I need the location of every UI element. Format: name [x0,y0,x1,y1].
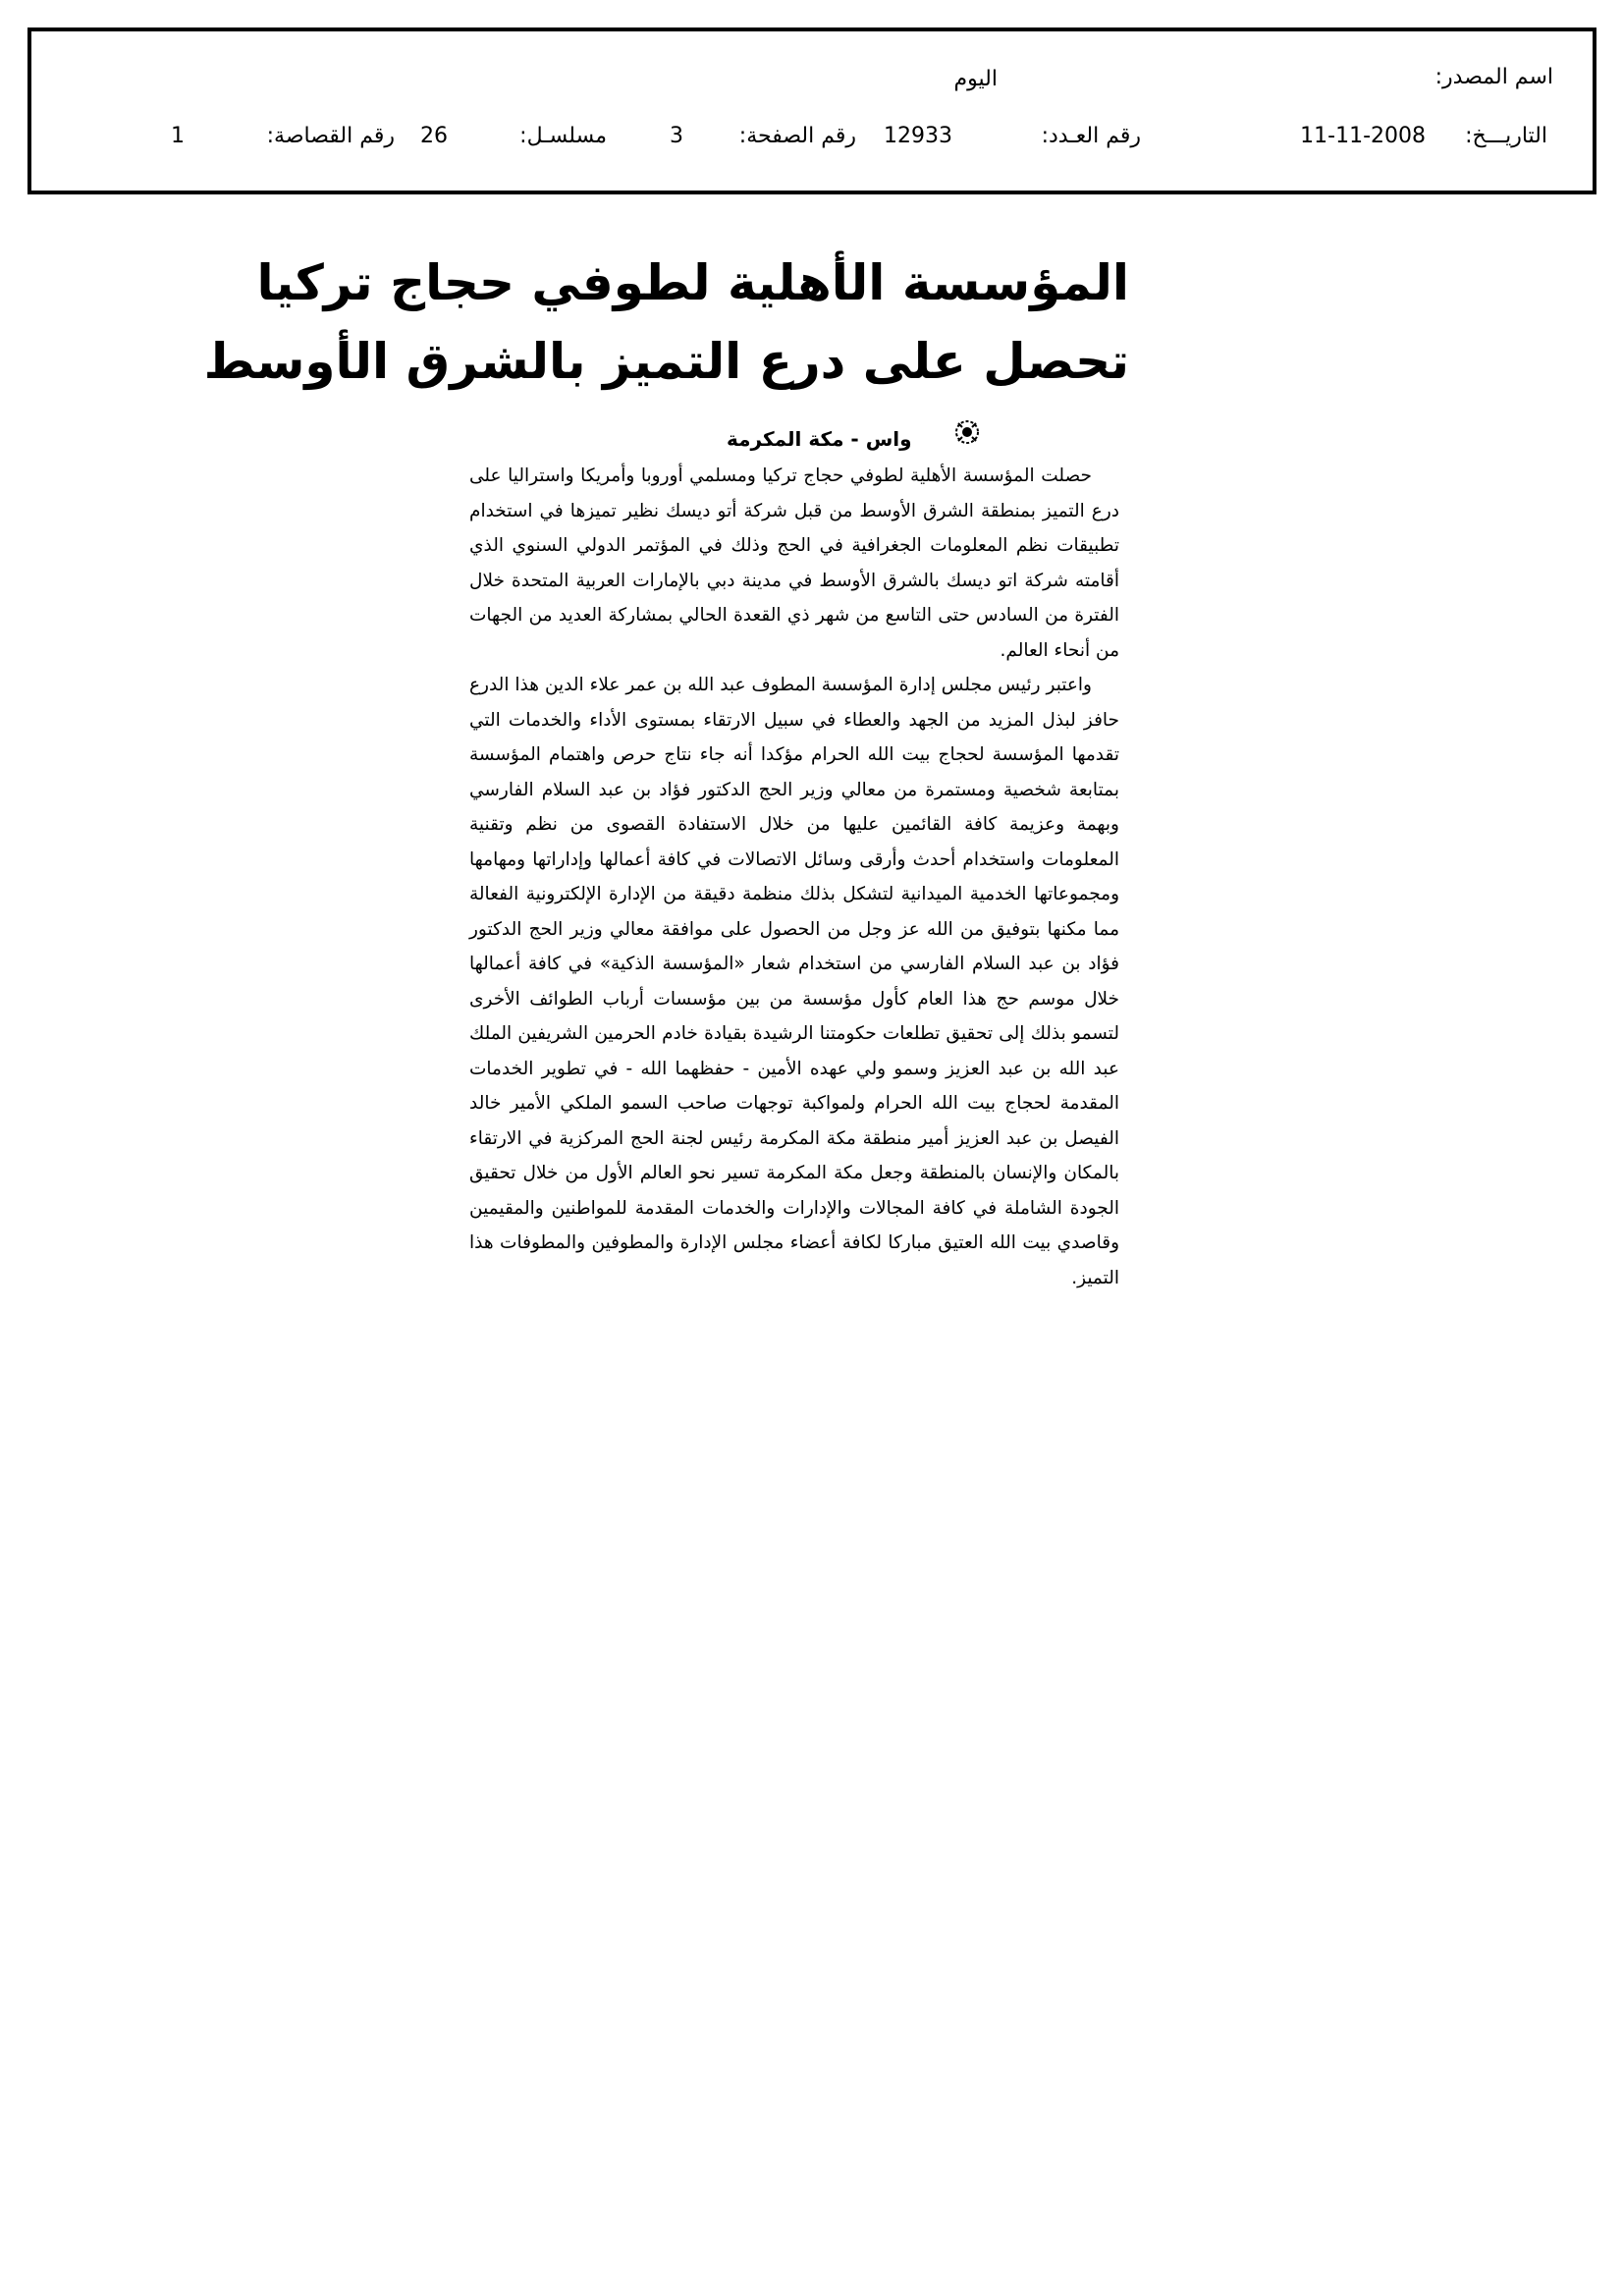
headline-line-2: تحصل على درع التميز بالشرق الأوسط [203,333,1129,390]
article-paragraph-1: حصلت المؤسسة الأهلية لطوفي حجاج تركيا ومسلمي أوروبا وأمريكا واستراليا على درع التميز بمنطقة الشرق الأوسط من قبل شركة أتو ديسك نظير تميزها في استخدام تطبيقات نظم المعلومات الجغرافية في الحج وذلك في المؤتمر الدولي السنوي الذي أقامته شركة اتو ديسك بالشرق الأوسط في مدينة دبي بالإمارات العربية المتحدة خلال الفترة من السادس حتى التاسع من شهر ذي القعدة الحالي بمشاركة العديد من الجهات من أنحاء العالم. [469,465,1119,661]
headline-line-1: المؤسسة الأهلية لطوفي حجاج تركيا [256,254,1129,311]
serial-value: 26 [420,124,448,148]
page-value: 3 [670,124,683,148]
clipping-value: 1 [171,124,185,148]
issue-value: 12933 [884,124,952,148]
serial-label: مسلسـل: [519,124,607,148]
source-value: اليوم [953,67,998,91]
article-paragraph-2: واعتبر رئيس مجلس إدارة المؤسسة المطوف عبد الله بن عمر علاء الدين هذا الدرع حافز لبذل المزيد من الجهد والعطاء في سبيل الارتقاء بمستوى الأداء والخدمات التي تقدمها المؤسسة لحجاج بيت الله الحرام مؤكدا أنه جاء نتاج حرص واهتمام المؤسسة بمتابعة شخصية ومستمرة من معالي وزير الحج الدكتور فؤاد بن عبد السلام الفارسي وبهمة وعزيمة كافة القائمين عليها من خلال الاستفادة القصوى من نظم وتقنية المعلومات واستخدام أحدث وأرقى وسائل الاتصالات في كافة أعمالها وإداراتها ومهامها ومجموعاتها الخدمية الميدانية لتشكل بذلك منظمة دقيقة من الإدارة الإلكترونية الفعالة مما مكنها بتوفيق من الله عز وجل من الحصول على موافقة معالي وزير الحج الدكتور فؤاد بن عبد السلام الفارسي من استخدام شعار «المؤسسة الذكية» في كافة أعمالها خلال موسم حج هذا العام كأول مؤسسة من بين مؤسسات أرباب الطوائف الأخرى لتسمو بذلك إلى تحقيق تطلعات حكومتنا الرشيدة بقيادة خادم الحرمين الشريفين الملك عبد الله بن عبد العزيز وسمو ولي عهده الأمين - حفظهما الله - في تطوير الخدمات المقدمة لحجاج بيت الله الحرام ولمواكبة توجهات صاحب السمو الملكي الأمير خالد الفيصل بن عبد العزيز أمير منطقة مكة المكرمة رئيس لجنة الحج المركزية في الارتقاء بالمكان والإنسان بالمنطقة وجعل مكة المكرمة تسير نحو العالم الأول من خلال تحقيق الجودة الشاملة في كافة المجالات والإدارات والخدمات المقدمة للمواطنين والمقيمين وقاصدي بيت الله العتيق مباركا لكافة أعضاء مجلس الإدارة والمطوفين والمطوفات هذا التميز. [469,675,1119,1288]
source-label: اسم المصدر: [1434,65,1553,89]
page-label: رقم الصفحة: [738,124,856,148]
date-label: التاريـــخ: [1465,124,1547,148]
clipping-label: رقم القصاصة: [266,124,395,148]
dateline: واس - مكة المكرمة [727,427,912,451]
date-value: 11-11-2008 [1300,124,1426,148]
clipping-header-box [27,27,1596,194]
news-article [203,250,1129,1295]
newspaper-emblem-icon [952,417,982,447]
issue-label: رقم العـدد: [1041,124,1141,148]
article-body [461,459,1129,1295]
dateline-row [461,417,1129,457]
